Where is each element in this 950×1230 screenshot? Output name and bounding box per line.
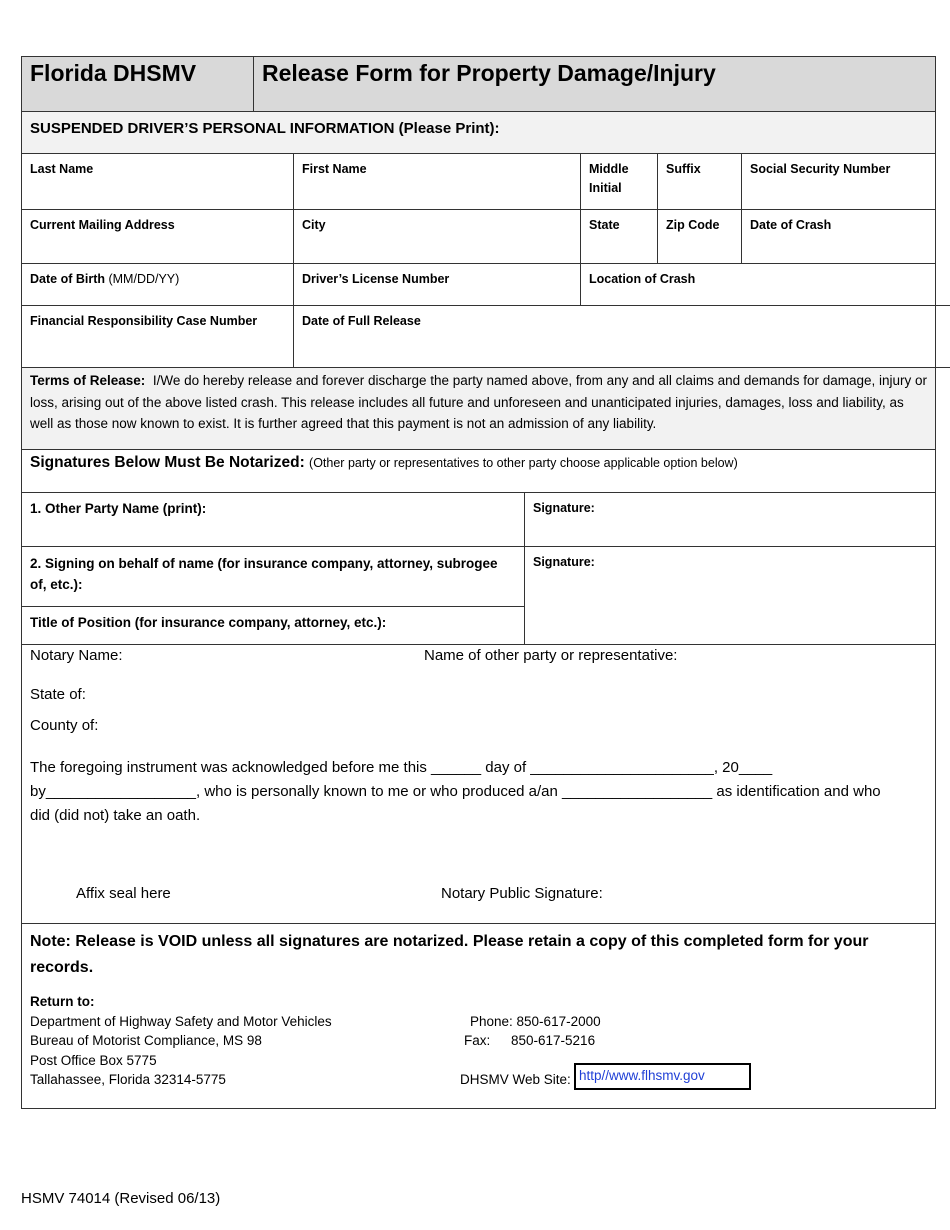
date-of-crash-label: Date of Crash [750, 218, 832, 232]
terms-of-release [21, 368, 936, 450]
personal-row-2 [21, 210, 936, 264]
notary-signature-label: Notary Public Signature: [441, 885, 603, 902]
city-label: City [302, 218, 326, 232]
signatures-heading-note: (Other party or representatives to other party choose applicable option below) [309, 456, 738, 470]
terms-text: I/We do hereby release and forever discharge the party named above, from any and all claims and demands for damage, injury or loss, arising out of the above listed crash. This release includes all future and unforeseen and unanticipated injuries, damages, loss and liability, as well as those now known to exist. It is further agreed that this payment is not an admission of any liability. [30, 373, 928, 431]
address-line: Bureau of Motorist Compliance, MS 98 [30, 1033, 262, 1048]
phone-number: Phone: 850-617-2000 [470, 1014, 601, 1029]
fr-case-number-label: Financial Responsibility Case Number [30, 314, 258, 328]
dob-field[interactable] [22, 264, 294, 305]
form-title: Release Form for Property Damage/Injury [262, 60, 716, 86]
form-number: HSMV 74014 (Revised 06/13) [21, 1190, 221, 1207]
signatures-heading-text: Signatures Below Must Be Notarized: [30, 454, 305, 471]
signing-on-behalf-field[interactable] [22, 547, 525, 607]
border-stub [936, 305, 950, 306]
border-stub [936, 367, 950, 368]
location-of-crash-field[interactable] [581, 264, 935, 305]
personal-row-1 [21, 154, 936, 210]
other-party-name-field[interactable] [22, 493, 525, 546]
other-party-name-label: 1. Other Party Name (print): [30, 501, 207, 516]
void-notice: Note: Release is VOID unless all signatures are notarized. Please retain a copy of this completed form for your records. [30, 933, 869, 976]
license-number-label: Driver’s License Number [302, 272, 450, 286]
dob-label: Date of Birth [30, 272, 105, 286]
suffix-field[interactable] [658, 154, 742, 209]
zip-field[interactable] [658, 210, 742, 263]
acknowledgement-line-3: did (did not) take an oath. [30, 807, 201, 824]
first-name-field[interactable] [294, 154, 581, 209]
address-line: Post Office Box 5775 [30, 1052, 157, 1068]
mailing-address-field[interactable] [22, 210, 294, 263]
acknowledgement-line-2: by__________________, who is personally known to me or who produced a/an __________________ as identification and who [30, 783, 881, 800]
signature-row-1 [21, 493, 936, 547]
return-to-label: Return to: [30, 994, 95, 1009]
date-full-release-label: Date of Full Release [302, 314, 421, 328]
last-name-label: Last Name [30, 162, 94, 176]
state-label: State [589, 218, 620, 232]
website-label: DHSMV Web Site: [460, 1072, 571, 1087]
first-name-label: First Name [302, 162, 367, 176]
form-header [21, 56, 936, 112]
fr-case-number-field[interactable] [22, 306, 294, 367]
city-field[interactable] [294, 210, 581, 263]
signing-on-behalf-label: 2. Signing on behalf of name (for insurance company, attorney, subrogee of, etc.): [30, 556, 498, 592]
date-of-crash-field[interactable] [742, 210, 935, 263]
last-name-field[interactable] [22, 154, 294, 209]
title-of-position-label: Title of Position (for insurance company, attorney, etc.): [30, 615, 387, 630]
address-line: Department of Highway Safety and Motor Vehicles [30, 1013, 332, 1029]
signatures-heading [21, 450, 936, 493]
ssn-label: Social Security Number [750, 162, 891, 176]
acknowledgement-line-1: The foregoing instrument was acknowledged before me this ______ day of ______________________, 20____ [30, 759, 773, 776]
terms-label: Terms of Release: [30, 373, 146, 388]
notary-section [21, 645, 936, 924]
address-line: Tallahassee, Florida 32314-5775 [30, 1072, 226, 1087]
signature-row-2 [21, 547, 936, 645]
return-address [30, 992, 332, 1090]
zip-label: Zip Code [666, 218, 720, 232]
fax-number: 850-617-5216 [511, 1033, 596, 1048]
ssn-field[interactable] [742, 154, 935, 209]
mailing-address-label: Current Mailing Address [30, 218, 175, 232]
website-link[interactable]: http//www.flhsmv.gov [574, 1063, 751, 1090]
note-section [21, 924, 936, 1109]
county-of-label: County of: [30, 717, 99, 734]
notary-name-label: Notary Name: [30, 647, 123, 664]
middle-initial-field[interactable] [581, 154, 658, 209]
signature-label-1: Signature: [533, 501, 595, 515]
location-of-crash-label: Location of Crash [589, 272, 696, 286]
signature-label-2: Signature: [533, 555, 595, 569]
affix-seal-label: Affix seal here [76, 885, 171, 902]
state-of-label: State of: [30, 686, 86, 703]
personal-row-4 [21, 306, 936, 368]
fax-label: Fax: [464, 1033, 491, 1048]
dob-format: (MM/DD/YY) [108, 272, 180, 286]
other-party-rep-label: Name of other party or representative: [424, 647, 678, 664]
signature-field-2[interactable] [525, 547, 603, 578]
signature-field-1[interactable] [525, 493, 935, 546]
title-of-position-field[interactable] [22, 607, 525, 644]
license-number-field[interactable] [294, 264, 581, 305]
state-field[interactable] [581, 210, 658, 263]
agency-name: Florida DHSMV [22, 57, 254, 111]
personal-row-3 [21, 264, 936, 306]
middle-initial-label: Middle Initial [589, 162, 629, 195]
date-full-release-field[interactable] [294, 306, 935, 367]
suffix-label: Suffix [666, 162, 701, 176]
personal-info-heading: SUSPENDED DRIVER’S PERSONAL INFORMATION (Please Print): [21, 112, 936, 154]
